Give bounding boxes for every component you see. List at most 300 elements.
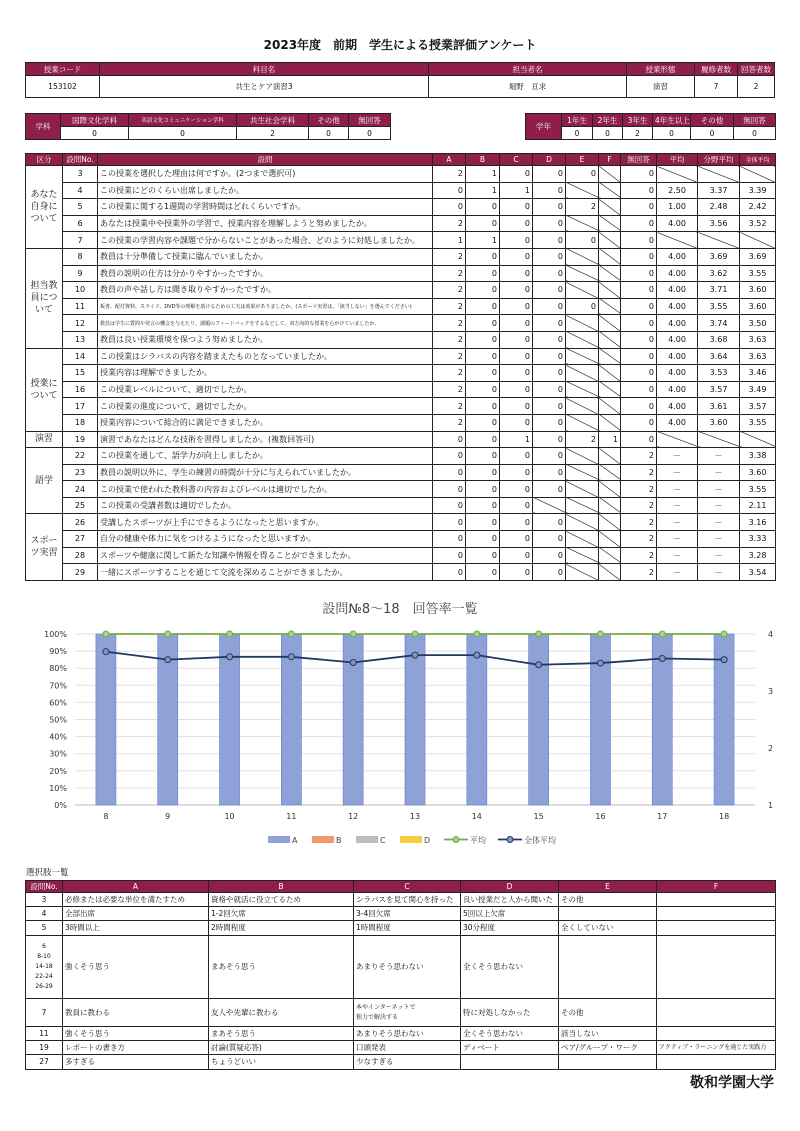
question-row bbox=[26, 531, 776, 548]
value-cell: 0 bbox=[621, 282, 657, 299]
value-cell: 0 bbox=[533, 547, 566, 564]
question-text: この授業にどのくらい出席しましたか。 bbox=[98, 182, 433, 199]
value-cell: 3.49 bbox=[740, 381, 776, 398]
dept-value: 2 bbox=[237, 127, 309, 140]
value-cell: 0 bbox=[533, 381, 566, 398]
question-number: 14 bbox=[63, 348, 98, 365]
value-cell: 0 bbox=[621, 215, 657, 232]
y-left-tick-label: 90% bbox=[49, 647, 67, 657]
value-cell: 3.69 bbox=[740, 248, 776, 265]
question-row bbox=[26, 431, 776, 448]
value-cell: 2 bbox=[433, 398, 466, 415]
question-text: この授業はシラバスの内容を踏まえたものとなっていましたか。 bbox=[98, 348, 433, 365]
legend-swatch-B bbox=[312, 836, 334, 843]
choice-cell: 6 8-10 14-18 22-24 26-29 bbox=[26, 936, 63, 999]
value-cell: － bbox=[698, 481, 740, 498]
value-cell: 2 bbox=[566, 199, 599, 216]
value-cell: 0 bbox=[466, 531, 500, 548]
results-header: D bbox=[533, 154, 566, 166]
question-row bbox=[26, 448, 776, 465]
value-cell: 2 bbox=[621, 497, 657, 514]
legend-marker bbox=[507, 837, 513, 843]
value-cell: 0 bbox=[500, 464, 533, 481]
choice-row bbox=[26, 1055, 776, 1070]
value-cell: 2 bbox=[621, 481, 657, 498]
choice-cell: 強くそう思う bbox=[63, 936, 209, 999]
bar-A bbox=[405, 634, 425, 805]
y-left-tick-label: 60% bbox=[49, 698, 67, 708]
value-cell: 0 bbox=[433, 464, 466, 481]
value-cell: 0 bbox=[500, 265, 533, 282]
value-cell: 0 bbox=[621, 182, 657, 199]
course-header: 授業形態 bbox=[627, 63, 695, 76]
value-cell: 0 bbox=[533, 348, 566, 365]
university-logo-text: 敬和学園大学 bbox=[690, 1075, 774, 1091]
value-cell: 2 bbox=[621, 564, 657, 581]
question-row bbox=[26, 265, 776, 282]
value-cell: 2.48 bbox=[698, 199, 740, 216]
value-cell: 0 bbox=[466, 298, 500, 315]
page-title: 2023年度 前期 学生による授業評価アンケート bbox=[263, 38, 537, 52]
choice-cell bbox=[657, 1027, 776, 1041]
choice-cell: 全部出席 bbox=[63, 907, 209, 921]
choice-cell bbox=[657, 999, 776, 1027]
value-cell: 3.57 bbox=[740, 398, 776, 415]
value-cell: 0 bbox=[466, 481, 500, 498]
course-info-table bbox=[25, 62, 775, 98]
value-cell: － bbox=[657, 497, 698, 514]
x-tick-label: 18 bbox=[718, 812, 730, 821]
x-tick-label: 15 bbox=[533, 812, 544, 821]
y-right-tick-label: 3 bbox=[768, 687, 774, 696]
value-cell: 2 bbox=[566, 431, 599, 448]
y-left-tick-label: 100% bbox=[44, 630, 67, 639]
value-cell: 3.55 bbox=[740, 481, 776, 498]
value-cell: － bbox=[657, 531, 698, 548]
question-row bbox=[26, 497, 776, 514]
question-number: 8 bbox=[63, 248, 98, 265]
value-cell: 3.74 bbox=[698, 315, 740, 332]
question-number: 7 bbox=[63, 232, 98, 249]
dept-value: 0 bbox=[61, 127, 129, 140]
choices-header: 設問No. bbox=[26, 881, 63, 893]
choice-cell: 強くそう思う bbox=[63, 1027, 209, 1041]
value-cell: 0 bbox=[533, 414, 566, 431]
value-cell: 0 bbox=[533, 365, 566, 382]
dept-header: 無回答 bbox=[349, 114, 391, 127]
value-cell: 0 bbox=[500, 398, 533, 415]
course-header: 履修者数 bbox=[695, 63, 738, 76]
value-cell: 0 bbox=[466, 365, 500, 382]
question-row bbox=[26, 381, 776, 398]
choices-header: D bbox=[461, 881, 559, 893]
course-header: 科目名 bbox=[100, 63, 429, 76]
value-cell: 0 bbox=[533, 448, 566, 465]
choice-cell: 5回以上欠席 bbox=[461, 907, 559, 921]
not-applicable-cell bbox=[599, 497, 621, 514]
grade-header: 無回答 bbox=[734, 114, 776, 127]
question-number: 15 bbox=[63, 365, 98, 382]
not-applicable-cell bbox=[740, 431, 776, 448]
choice-cell: まあそう思う bbox=[209, 936, 354, 999]
value-cell: 0 bbox=[621, 398, 657, 415]
value-cell: 0 bbox=[500, 248, 533, 265]
value-cell: 3.38 bbox=[740, 448, 776, 465]
legend-marker bbox=[453, 837, 459, 843]
point-平均 bbox=[165, 631, 171, 637]
not-applicable-cell bbox=[566, 448, 599, 465]
dept-value: 0 bbox=[349, 127, 391, 140]
value-cell: － bbox=[698, 448, 740, 465]
point-平均 bbox=[227, 631, 233, 637]
choice-cell: 30分程度 bbox=[461, 921, 559, 936]
choice-cell: 資格や就活に役立てるため bbox=[209, 893, 354, 907]
choice-row bbox=[26, 907, 776, 921]
value-cell: 0 bbox=[533, 398, 566, 415]
question-text: スポーツや健康に関して新たな知識や情報を得ることができましたか。 bbox=[98, 547, 433, 564]
value-cell: 0 bbox=[466, 381, 500, 398]
value-cell: 0 bbox=[466, 414, 500, 431]
not-applicable-cell bbox=[599, 547, 621, 564]
y-right-tick-label: 1 bbox=[768, 801, 774, 810]
value-cell: 0 bbox=[433, 531, 466, 548]
value-cell: 0 bbox=[466, 215, 500, 232]
question-text: 教員は学生に質問や発言の機会を与えたり、課題のフィードバックをするなどして、双方向的な授業を心がけていましたか。 bbox=[98, 315, 433, 332]
value-cell: 2 bbox=[433, 282, 466, 299]
point-全体平均 bbox=[721, 657, 727, 663]
value-cell: 2 bbox=[433, 315, 466, 332]
y-right-tick-label: 4 bbox=[768, 630, 774, 639]
question-text: この授業に関する1週間の学習時間はどれくらいですか。 bbox=[98, 199, 433, 216]
department-table bbox=[25, 113, 391, 140]
question-text: この授業の進度について、適切でしたか。 bbox=[98, 398, 433, 415]
choice-cell: 該当しない bbox=[559, 1027, 657, 1041]
choice-cell: 19 bbox=[26, 1041, 63, 1055]
course-header: 担当者名 bbox=[429, 63, 627, 76]
value-cell: 2 bbox=[433, 381, 466, 398]
grade-value: 0 bbox=[562, 127, 593, 140]
question-number: 3 bbox=[63, 166, 98, 183]
question-number: 27 bbox=[63, 531, 98, 548]
value-cell: 0 bbox=[466, 315, 500, 332]
value-cell: 2.50 bbox=[657, 182, 698, 199]
value-cell: 3.60 bbox=[740, 282, 776, 299]
course-value: 堀野 亘求 bbox=[429, 76, 627, 98]
course-value: 共生とケア演習3 bbox=[100, 76, 429, 98]
value-cell: － bbox=[698, 497, 740, 514]
question-text: 教員の説明の仕方は分かりやすかったですか。 bbox=[98, 265, 433, 282]
value-cell: 0 bbox=[500, 531, 533, 548]
question-row bbox=[26, 547, 776, 564]
value-cell: 0 bbox=[466, 431, 500, 448]
value-cell: 3.39 bbox=[740, 182, 776, 199]
not-applicable-cell bbox=[599, 381, 621, 398]
not-applicable-cell bbox=[566, 398, 599, 415]
value-cell: 0 bbox=[433, 182, 466, 199]
value-cell: － bbox=[657, 464, 698, 481]
not-applicable-cell bbox=[566, 564, 599, 581]
choices-table bbox=[25, 880, 776, 1070]
results-header: C bbox=[500, 154, 533, 166]
not-applicable-cell bbox=[599, 182, 621, 199]
question-number: 10 bbox=[63, 282, 98, 299]
value-cell: 1 bbox=[433, 232, 466, 249]
choice-cell: 3 bbox=[26, 893, 63, 907]
value-cell: 0 bbox=[566, 232, 599, 249]
not-applicable-cell bbox=[566, 365, 599, 382]
not-applicable-cell bbox=[599, 248, 621, 265]
value-cell: 2 bbox=[433, 298, 466, 315]
dept-value: 0 bbox=[309, 127, 349, 140]
value-cell: 1 bbox=[500, 182, 533, 199]
choice-cell: 1時間程度 bbox=[354, 921, 461, 936]
results-header: 無回答 bbox=[621, 154, 657, 166]
choice-cell: 全くそう思わない bbox=[461, 1027, 559, 1041]
grade-header: その他 bbox=[691, 114, 734, 127]
y-left-tick-label: 0% bbox=[54, 801, 67, 810]
choice-cell: 少なすぎる bbox=[354, 1055, 461, 1070]
value-cell: 3.52 bbox=[740, 215, 776, 232]
not-applicable-cell bbox=[599, 315, 621, 332]
choice-row bbox=[26, 1041, 776, 1055]
value-cell: 2 bbox=[621, 514, 657, 531]
value-cell: 3.54 bbox=[740, 564, 776, 581]
question-text: 演習であなたはどんな技術を習得しましたか。(複数回答可) bbox=[98, 431, 433, 448]
choices-header: A bbox=[63, 881, 209, 893]
value-cell: 4.00 bbox=[657, 298, 698, 315]
value-cell: 1 bbox=[466, 166, 500, 183]
value-cell: 0 bbox=[433, 497, 466, 514]
choice-cell: 討論(質疑応答) bbox=[209, 1041, 354, 1055]
point-全体平均 bbox=[103, 649, 109, 655]
question-text: あなたは授業中や授業外の学習で、授業内容を理解しようと努めましたか。 bbox=[98, 215, 433, 232]
value-cell: 0 bbox=[533, 199, 566, 216]
legend-swatch-D bbox=[400, 836, 422, 843]
value-cell: 0 bbox=[466, 265, 500, 282]
value-cell: 3.28 bbox=[740, 547, 776, 564]
grade-header: 3年生 bbox=[623, 114, 653, 127]
question-number: 23 bbox=[63, 464, 98, 481]
value-cell: 4.00 bbox=[657, 282, 698, 299]
point-全体平均 bbox=[412, 652, 418, 658]
legend-label-全体平均: 全体平均 bbox=[524, 836, 556, 845]
value-cell: － bbox=[657, 448, 698, 465]
dept-header: 英語文化コミュニケーション学科 bbox=[129, 114, 237, 127]
value-cell: 0 bbox=[466, 514, 500, 531]
value-cell: 0 bbox=[621, 298, 657, 315]
value-cell: 3.63 bbox=[740, 331, 776, 348]
not-applicable-cell bbox=[698, 431, 740, 448]
choice-cell: 11 bbox=[26, 1027, 63, 1041]
value-cell: 0 bbox=[533, 298, 566, 315]
value-cell: 3.46 bbox=[740, 365, 776, 382]
category-cell: あなた自身について bbox=[26, 166, 63, 249]
value-cell: 0 bbox=[533, 166, 566, 183]
y-left-tick-label: 30% bbox=[49, 749, 67, 759]
not-applicable-cell bbox=[599, 199, 621, 216]
legend-label-A: A bbox=[292, 836, 298, 845]
value-cell: 0 bbox=[533, 531, 566, 548]
y-left-tick-label: 80% bbox=[49, 664, 67, 674]
question-number: 13 bbox=[63, 331, 98, 348]
value-cell: 0 bbox=[500, 448, 533, 465]
question-text: 教員は十分準備して授業に臨んでいましたか。 bbox=[98, 248, 433, 265]
value-cell: 0 bbox=[500, 547, 533, 564]
grade-header: 2年生 bbox=[593, 114, 623, 127]
choice-cell: 全くそう思わない bbox=[461, 936, 559, 999]
value-cell: 0 bbox=[500, 564, 533, 581]
legend-swatch-A bbox=[268, 836, 290, 843]
question-text: この授業レベルについて、適切でしたか。 bbox=[98, 381, 433, 398]
y-right-tick-label: 2 bbox=[768, 744, 774, 753]
question-row bbox=[26, 464, 776, 481]
value-cell: 0 bbox=[533, 431, 566, 448]
value-cell: 0 bbox=[621, 166, 657, 183]
value-cell: 0 bbox=[621, 199, 657, 216]
question-text: この授業で使われた教科書の内容およびレベルは適切でしたか。 bbox=[98, 481, 433, 498]
choice-row bbox=[26, 921, 776, 936]
value-cell: － bbox=[698, 464, 740, 481]
value-cell: － bbox=[698, 514, 740, 531]
not-applicable-cell bbox=[566, 331, 599, 348]
point-全体平均 bbox=[165, 657, 171, 663]
question-number: 12 bbox=[63, 315, 98, 332]
question-text: この授業の学習内容や課題で分からないことがあった場合、どのように対処しましたか。 bbox=[98, 232, 433, 249]
choice-cell: 3-4回欠席 bbox=[354, 907, 461, 921]
question-row bbox=[26, 398, 776, 415]
not-applicable-cell bbox=[599, 298, 621, 315]
value-cell: 2 bbox=[433, 248, 466, 265]
legend-label-平均: 平均 bbox=[470, 836, 486, 845]
value-cell: 3.55 bbox=[698, 298, 740, 315]
question-number: 19 bbox=[63, 431, 98, 448]
question-text: 板書、配付資料、スライド、DVD等の理解を助けるための工夫は効果がありましたか。(スポーツ実習は、「該当しない」を選んでください) bbox=[98, 298, 433, 315]
value-cell: 4.00 bbox=[657, 315, 698, 332]
question-number: 17 bbox=[63, 398, 98, 415]
value-cell: 0 bbox=[500, 481, 533, 498]
value-cell: 0 bbox=[466, 398, 500, 415]
point-平均 bbox=[350, 631, 356, 637]
value-cell: － bbox=[657, 481, 698, 498]
chart-title: 設問№8～18 回答率一覧 bbox=[322, 602, 478, 617]
not-applicable-cell bbox=[566, 348, 599, 365]
question-row bbox=[26, 282, 776, 299]
point-全体平均 bbox=[227, 654, 233, 660]
value-cell: 3.57 bbox=[698, 381, 740, 398]
choice-cell bbox=[461, 1055, 559, 1070]
y-left-tick-label: 20% bbox=[49, 766, 67, 776]
question-text: 受講したスポーツが上手にできるようになったと思いますか。 bbox=[98, 514, 433, 531]
value-cell: 2 bbox=[621, 448, 657, 465]
question-number: 28 bbox=[63, 547, 98, 564]
results-header: 設問No. bbox=[63, 154, 98, 166]
question-number: 11 bbox=[63, 298, 98, 315]
not-applicable-cell bbox=[566, 182, 599, 199]
question-text: 一緒にスポーツすることを通じて交流を深めることができましたか。 bbox=[98, 564, 433, 581]
value-cell: 0 bbox=[466, 248, 500, 265]
choices-label: 選択肢一覧 bbox=[26, 868, 69, 878]
choice-cell: あまりそう思わない bbox=[354, 1027, 461, 1041]
choice-row bbox=[26, 893, 776, 907]
not-applicable-cell bbox=[599, 265, 621, 282]
not-applicable-cell bbox=[599, 514, 621, 531]
value-cell: 3.60 bbox=[698, 414, 740, 431]
not-applicable-cell bbox=[533, 497, 566, 514]
question-row bbox=[26, 348, 776, 365]
value-cell: 0 bbox=[500, 166, 533, 183]
not-applicable-cell bbox=[599, 232, 621, 249]
question-row bbox=[26, 315, 776, 332]
value-cell: 4.00 bbox=[657, 215, 698, 232]
choice-cell: ちょうどいい bbox=[209, 1055, 354, 1070]
value-cell: 0 bbox=[533, 182, 566, 199]
value-cell: 0 bbox=[500, 298, 533, 315]
x-tick-label: 13 bbox=[409, 812, 421, 821]
value-cell: 0 bbox=[533, 464, 566, 481]
choice-cell bbox=[559, 1055, 657, 1070]
value-cell: 2.42 bbox=[740, 199, 776, 216]
value-cell: 3.60 bbox=[740, 464, 776, 481]
value-cell: 2 bbox=[433, 265, 466, 282]
choice-cell bbox=[559, 907, 657, 921]
choice-cell: 口頭発表 bbox=[354, 1041, 461, 1055]
value-cell: 4.00 bbox=[657, 331, 698, 348]
question-text: この授業の受講者数は適切でしたか。 bbox=[98, 497, 433, 514]
value-cell: 2 bbox=[621, 531, 657, 548]
question-number: 25 bbox=[63, 497, 98, 514]
value-cell: － bbox=[657, 547, 698, 564]
choice-cell: 1-2回欠席 bbox=[209, 907, 354, 921]
bar-A bbox=[96, 634, 116, 805]
point-平均 bbox=[721, 631, 727, 637]
point-全体平均 bbox=[659, 656, 665, 662]
choice-cell bbox=[559, 936, 657, 999]
value-cell: 0 bbox=[433, 547, 466, 564]
question-row bbox=[26, 232, 776, 249]
value-cell: 0 bbox=[500, 232, 533, 249]
value-cell: 0 bbox=[500, 514, 533, 531]
legend-label-C: C bbox=[380, 836, 386, 845]
dept-label: 学科 bbox=[26, 114, 61, 140]
value-cell: 0 bbox=[621, 348, 657, 365]
grade-value: 0 bbox=[653, 127, 691, 140]
value-cell: 0 bbox=[500, 331, 533, 348]
not-applicable-cell bbox=[566, 547, 599, 564]
choices-header: F bbox=[657, 881, 776, 893]
bar-A bbox=[529, 634, 549, 805]
value-cell: 3.62 bbox=[698, 265, 740, 282]
not-applicable-cell bbox=[599, 531, 621, 548]
not-applicable-cell bbox=[599, 481, 621, 498]
category-cell: 担当教員について bbox=[26, 248, 63, 348]
value-cell: 4.00 bbox=[657, 248, 698, 265]
question-number: 4 bbox=[63, 182, 98, 199]
question-row bbox=[26, 564, 776, 581]
legend-label-D: D bbox=[424, 836, 431, 845]
question-number: 22 bbox=[63, 448, 98, 465]
grade-label: 学年 bbox=[526, 114, 562, 140]
value-cell: 0 bbox=[500, 365, 533, 382]
value-cell: 2 bbox=[621, 547, 657, 564]
results-header: B bbox=[466, 154, 500, 166]
value-cell: 2 bbox=[433, 166, 466, 183]
not-applicable-cell bbox=[599, 331, 621, 348]
results-table bbox=[25, 153, 776, 581]
not-applicable-cell bbox=[698, 166, 740, 183]
value-cell: 3.68 bbox=[698, 331, 740, 348]
question-row bbox=[26, 248, 776, 265]
choice-cell: 多すぎる bbox=[63, 1055, 209, 1070]
